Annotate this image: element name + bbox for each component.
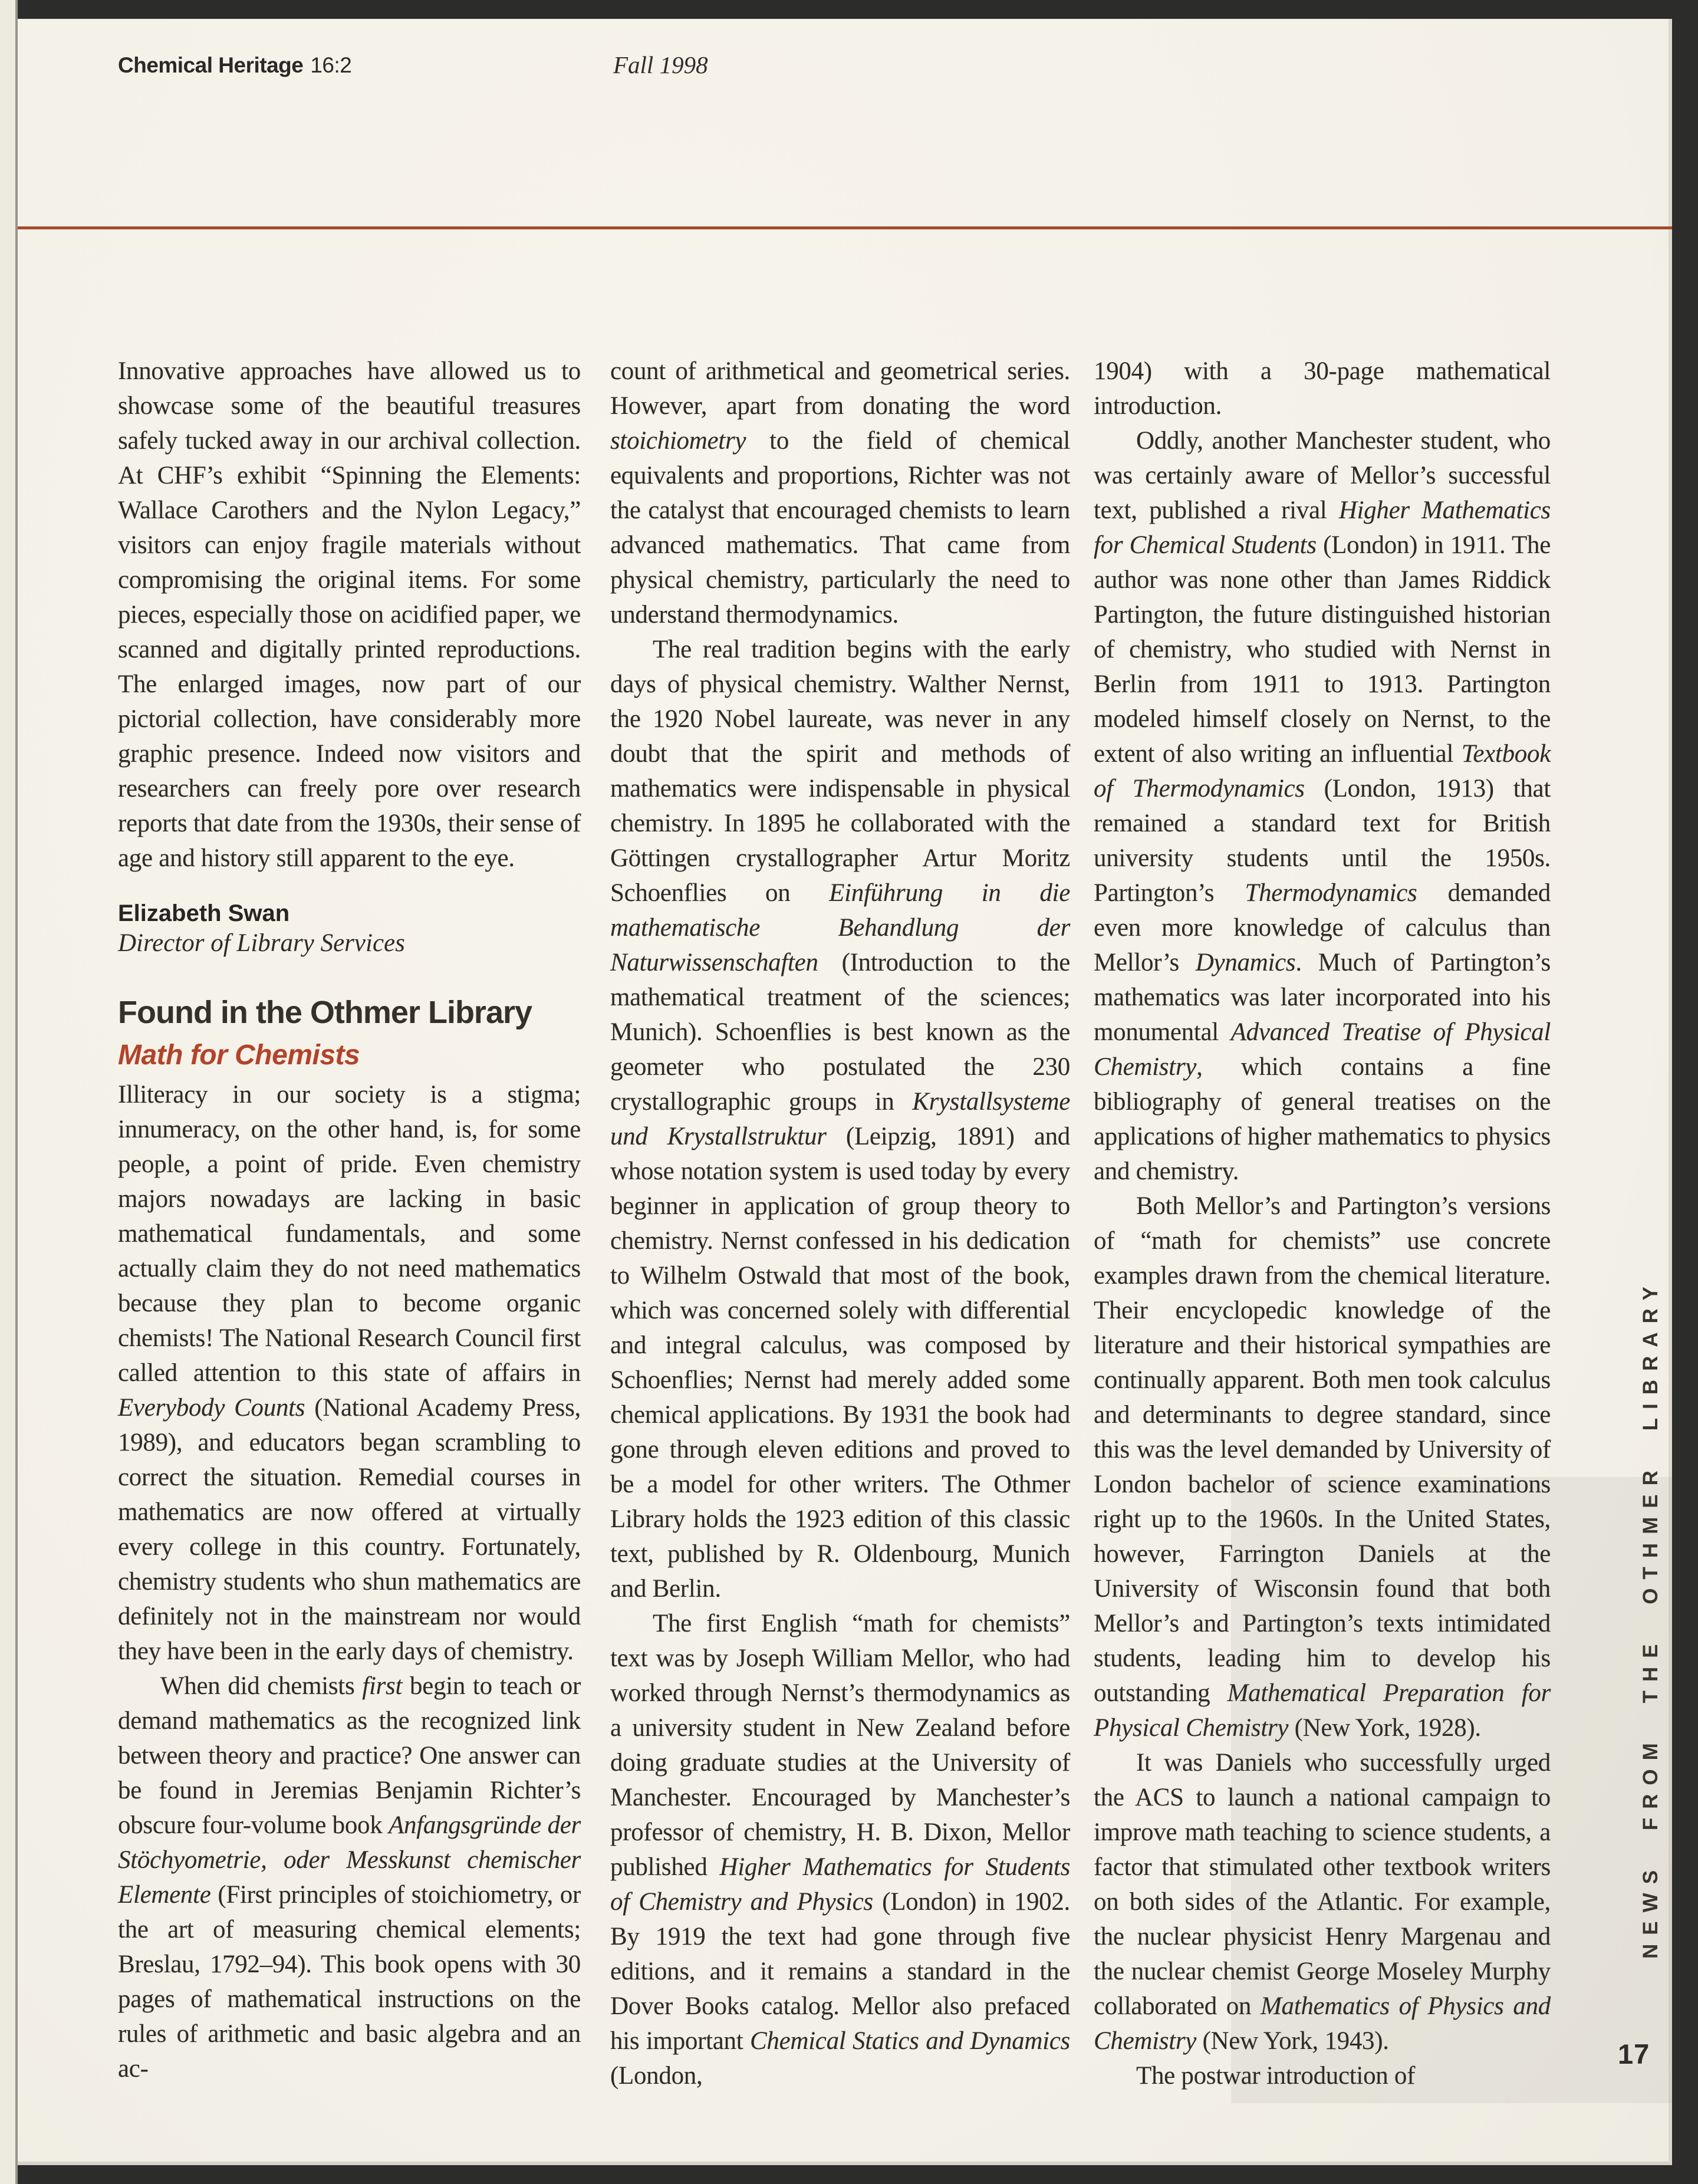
journal-masthead (118, 53, 351, 78)
paragraph (1094, 1745, 1551, 2058)
body-text: (Introduction to the mathematical treatment of the sciences; Munich). Schoenflies is best known as the geometer who postulated the 230 crystallographic groups in (610, 949, 1070, 1116)
body-text: demanded even more knowledge of calculus than Mellor’s (1094, 879, 1551, 976)
body-text: (London) in 1911. The author was none other than James Riddick Partington, the future distinguished historian of chemistry, who studied with Nernst in Berlin from 1911 to 1913. Partington modeled himself closely on Nernst, to the extent of also writing an influential (1094, 531, 1551, 768)
section-subheading: Math for Chemists (118, 1040, 360, 1071)
sidebar-vertical-label: NEWS FROM THE OTHMER LIBRARY (1639, 1278, 1662, 1959)
paragraph (118, 354, 581, 876)
article-columns (118, 354, 1551, 2093)
book-title-text: first (362, 1672, 403, 1700)
paragraph (118, 1669, 581, 2086)
body-text: (Leipzig, 1891) and whose notation system is used today by every beginner in application of group theory to chemistry. Nernst confessed in his dedication to Wilhelm Ostwald that most of the book, which was concerned solely with differential and integral calculus, was composed by Schoenflies; Nernst had merely added some chemical applications. By 1931 the book had gone through eleven editions and proved to be a model for other writers. The Othmer Library holds the 1923 edition of this classic text, published by R. Oldenbourg, Munich and Berlin. (610, 1123, 1070, 1603)
byline-role: Director of Library Services (118, 929, 405, 957)
body-text: The first English “math for chemists” text was by Joseph William Mellor, who had worked through Nernst’s thermodynamics as a university student in New Zealand before doing graduate studies at the University of Manchester. Encouraged by Manchester’s professor of chemistry, H. B. Dixon, Mellor published (610, 1610, 1070, 1881)
book-title-text: Anfangsgründe der Stöchyometrie, oder Messkunst chemischer Elemente (118, 1811, 581, 1909)
body-text: , which contains a fine bibliography of general treatises on the applications of higher mathematics to physics and chemistry. (1094, 1053, 1551, 1185)
body-text: When did chemists (160, 1672, 363, 1700)
book-title-text: Mathematical Preparation for Physical Chemistry (1094, 1679, 1551, 1742)
book-title-text: Higher Mathematics for Chemical Students (1094, 496, 1551, 559)
body-text: Oddly, another Manchester student, who was certainly aware of Mellor’s successful text, published a rival (1094, 427, 1551, 524)
magazine-page (18, 19, 1672, 2165)
journal-issue: 16:2 (310, 53, 352, 77)
body-text: (London, 1913) that remained a standard text for British university students until the 1950s. Partington’s (1094, 775, 1551, 907)
body-text: Illiteracy in our society is a stigma; innumeracy, on the other hand, is, for some people, a point of pride. Even chemistry majors nowadays are lacking in basic mathematical fundamentals, and some actually claim they do not need mathematics because they plan to become organic chemists! The National Research Council first called attention to this state of affairs in (118, 1081, 581, 1387)
book-title-text: Dynamics (1195, 949, 1296, 976)
paragraph (1094, 354, 1551, 423)
paragraph (610, 1606, 1070, 2093)
issue-date: Fall 1998 (613, 51, 708, 78)
body-text: Both Mellor’s and Partington’s versions of “math for chemists” use concrete examples drawn from the chemical literature. Their encyclopedic knowledge of the literature and their historical sympathies are continually apparent. Both men took calculus and determinants to degree standard, since this was the level demanded by University of London bachelor of science examinations right up to the 1960s. In the United States, however, Farrington Daniels at the University of Wisconsin found that both Mellor’s and Partington’s texts intimidated students, leading him to develop his outstanding (1094, 1192, 1551, 1707)
paragraph (610, 354, 1070, 632)
body-text: (First principles of stoichiometry, or the art of measuring chemical elements; Breslau, 1792–94). This book opens with 30 pages of mathematical instructions on the rules of arithmetic and basic algebra and an ac- (118, 1881, 581, 2083)
journal-title: Chemical Heritage (118, 53, 304, 77)
book-title-text: Thermodynamics (1245, 879, 1417, 907)
book-title-text: Krystallsysteme und Krystallstruktur (610, 1088, 1070, 1150)
body-text: (New York, 1928). (1288, 1714, 1481, 1742)
body-text: Innovative approaches have allowed us to showcase some of the beautiful treasures safely tucked away in our archival collection. At CHF’s exhibit “Spinning the Elements: Wallace Carothers and the Nylon Legacy,” visitors can enjoy fragile materials without compromising the original items. For some pieces, especially those on acidified paper, we scanned and digitally printed reproductions. The enlarged images, now part of our pictorial collection, have considerably more graphic presence. Indeed now visitors and researchers can freely pore over research reports that date from the 1930s, their sense of age and history still apparent to the eye. (118, 357, 581, 872)
book-title-text: Einführung in die mathematische Behandlung der Naturwissenschaften (610, 879, 1070, 976)
divider-rule (18, 226, 1672, 229)
adjacent-page-edge (0, 0, 18, 2184)
book-title-text: Textbook of Thermodynamics (1094, 740, 1551, 802)
body-text: count of arithmetical and geometrical series. However, apart from donating the word (610, 357, 1070, 420)
book-title-text: Higher Mathematics for Students of Chemistry and Physics (610, 1853, 1070, 1916)
body-text: (National Academy Press, 1989), and educators began scrambling to correct the situation. Remedial courses in mathematics are now offered at virtually every college in this country. Fortunately, chemistry students who shun mathematics are definitely not in the mainstream nor would they have been in the early days of chemistry. (118, 1394, 581, 1665)
body-text: 1904) with a 30-page mathematical introduction. (1094, 357, 1551, 420)
paragraph (1094, 423, 1551, 1189)
body-text: The real tradition begins with the early days of physical chemistry. Walther Nernst, the 1920 Nobel laureate, was never in any doubt that the spirit and methods of mathematics were indispensable in physical chemistry. In 1895 he collaborated with the Göttingen crystallographer Artur Moritz Schoenflies on (610, 636, 1070, 907)
page-number: 17 (1618, 2038, 1650, 2070)
column-2 (610, 354, 1070, 2093)
paragraph (1094, 1189, 1551, 1745)
book-title-text: Chemical Statics and Dynamics (750, 2027, 1070, 2055)
byline-name: Elizabeth Swan (118, 900, 290, 926)
section-heading: Found in the Othmer Library (118, 995, 532, 1030)
body-text: (London) in 1902. By 1919 the text had gone through five editions, and it remains a standard in the Dover Books catalog. Mellor also prefaced his important (610, 1888, 1070, 2055)
book-title-text: Everybody Counts (118, 1394, 305, 1422)
body-text: to the field of chemical equivalents and proportions, Richter was not the catalyst that encouraged chemists to learn advanced mathematics. That came from physical chemistry, particularly the need to understand thermodynamics. (610, 427, 1070, 629)
book-title-text: Advanced Treatise of Physical Chemistry (1094, 1018, 1551, 1081)
body-text: It was Daniels who successfully urged the ACS to launch a national campaign to improve math teaching to science students, a factor that stimulated other textbook writers on both sides of the Atlantic. For example, the nuclear physicist Henry Margenau and the nuclear chemist George Moseley Murphy collaborated on (1094, 1749, 1551, 2020)
body-text: (London, (610, 2062, 703, 2090)
book-title-text: Mathematics of Physics and Chemistry (1094, 1992, 1551, 2055)
body-text: . Much of Partington’s mathematics was later incorporated into his monumental (1094, 949, 1551, 1046)
book-title-text: stoichiometry (610, 427, 746, 455)
paragraph (1094, 2058, 1551, 2093)
paragraph (118, 1077, 581, 1669)
body-text: The postwar introduction of (1136, 2062, 1416, 2090)
column-1 (118, 354, 581, 2086)
paragraph (610, 632, 1070, 1606)
column-3 (1094, 354, 1551, 2093)
body-text: (New York, 1943). (1196, 2027, 1389, 2055)
body-text: begin to teach or demand mathematics as the recognized link between theory and practice? One answer can be found in Jeremias Benjamin Richter’s obscure four-volume book (118, 1672, 581, 1839)
